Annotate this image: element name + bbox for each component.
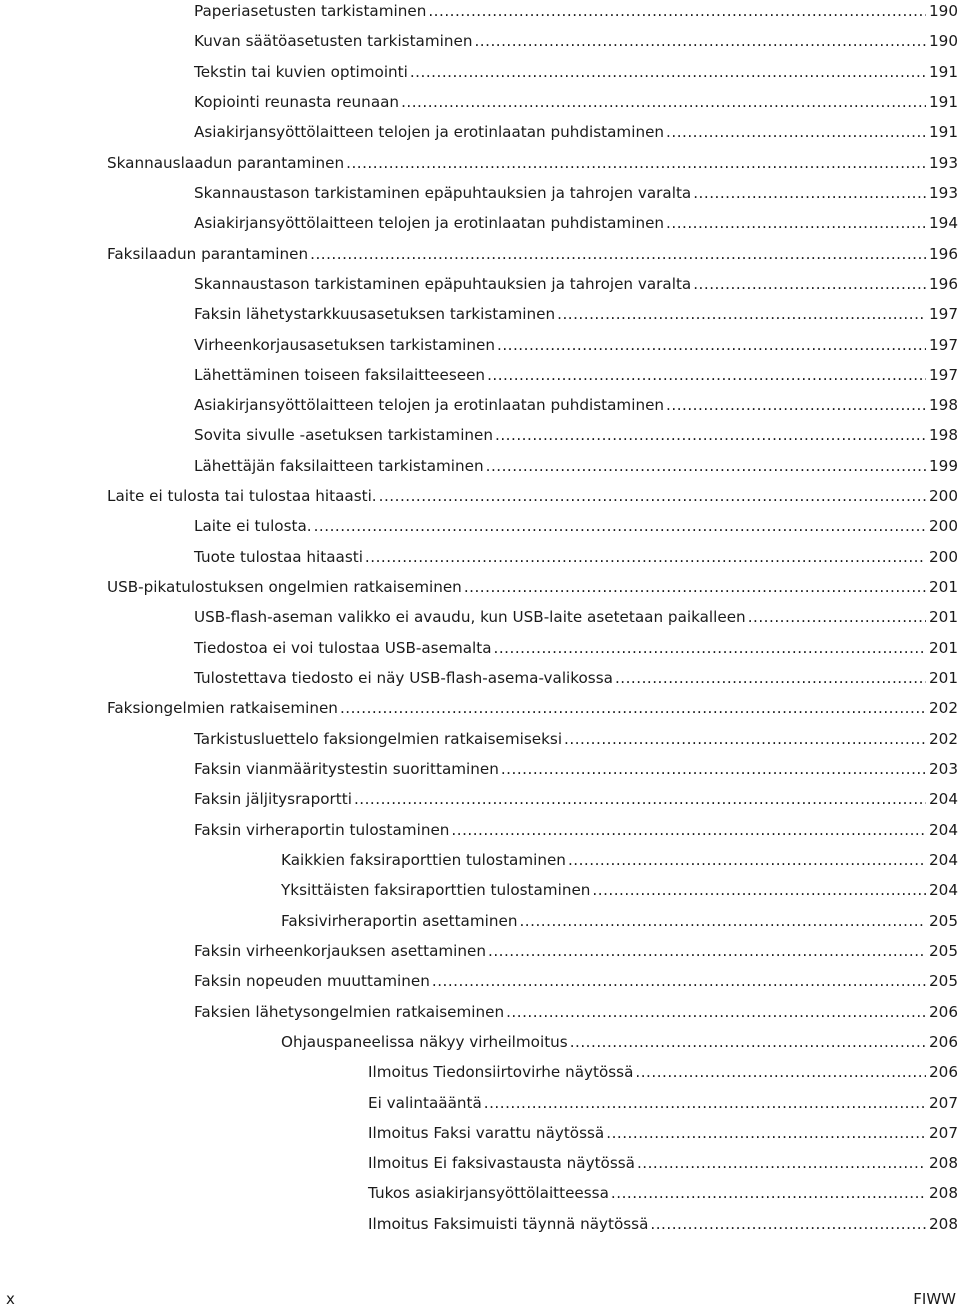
toc-entry-page-number: 204 bbox=[929, 850, 958, 869]
toc-entry[interactable] bbox=[194, 330, 960, 360]
toc-dot-leader bbox=[310, 245, 926, 263]
toc-entry[interactable] bbox=[107, 481, 960, 511]
toc-dot-leader bbox=[484, 1094, 926, 1112]
toc-entry-title: Laite ei tulosta. bbox=[194, 517, 312, 536]
toc-entry[interactable] bbox=[281, 1027, 960, 1057]
toc-entry[interactable] bbox=[281, 875, 960, 905]
toc-entry-page-number: 198 bbox=[929, 396, 958, 415]
toc-entry-title: Yksittäisten faksiraporttien tulostaminen bbox=[281, 881, 591, 900]
toc-entry-page-number: 199 bbox=[929, 456, 958, 475]
toc-entry-title: Tekstin tai kuvien optimointi bbox=[194, 62, 408, 81]
toc-entry-title: Lähettäjän faksilaitteen tarkistaminen bbox=[194, 456, 484, 475]
toc-entry-title: Faksien lähetysongelmien ratkaiseminen bbox=[194, 1002, 505, 1021]
toc-entry[interactable] bbox=[194, 57, 960, 87]
toc-entry[interactable] bbox=[194, 0, 960, 26]
toc-dot-leader bbox=[637, 1154, 926, 1172]
toc-dot-leader bbox=[693, 184, 926, 202]
toc-entry[interactable] bbox=[194, 360, 960, 390]
toc-entry-title: Sovita sivulle -asetuksen tarkistaminen bbox=[194, 426, 494, 445]
toc-dot-leader bbox=[486, 457, 926, 475]
toc-entry-title: Skannaustason tarkistaminen epäpuhtauksien ja tahrojen varalta bbox=[194, 274, 692, 293]
toc-entry-page-number: 206 bbox=[929, 1063, 958, 1082]
toc-entry-page-number: 205 bbox=[929, 972, 958, 991]
toc-dot-leader bbox=[666, 214, 926, 232]
toc-entry-title: USB-flash-aseman valikko ei avaudu, kun USB-laite asetetaan paikalleen bbox=[194, 608, 746, 627]
toc-entry-page-number: 190 bbox=[929, 32, 958, 51]
toc-dot-leader bbox=[474, 32, 926, 50]
toc-entry-page-number: 197 bbox=[929, 305, 958, 324]
toc-dot-leader bbox=[557, 305, 926, 323]
toc-entry-page-number: 202 bbox=[929, 729, 958, 748]
toc-entry-page-number: 191 bbox=[929, 123, 958, 142]
toc-dot-leader bbox=[494, 639, 926, 657]
toc-entry-page-number: 201 bbox=[929, 608, 958, 627]
toc-entry[interactable] bbox=[194, 117, 960, 147]
toc-entry[interactable] bbox=[194, 936, 960, 966]
toc-entry[interactable] bbox=[107, 148, 960, 178]
toc-entry[interactable] bbox=[281, 906, 960, 936]
toc-entry-page-number: 207 bbox=[929, 1123, 958, 1142]
toc-entry-title: Ilmoitus Faksimuisti täynnä näytössä bbox=[368, 1214, 649, 1233]
toc-entry-page-number: 197 bbox=[929, 365, 958, 384]
toc-entry-title: Ohjauspaneelissa näkyy virheilmoitus bbox=[281, 1032, 568, 1051]
toc-dot-leader bbox=[570, 1033, 926, 1051]
toc-entry-page-number: 205 bbox=[929, 941, 958, 960]
toc-entry-title: Asiakirjansyöttölaitteen telojen ja erotinlaatan puhdistaminen bbox=[194, 214, 665, 233]
toc-entry-page-number: 203 bbox=[929, 760, 958, 778]
toc-entry-title: Kaikkien faksiraporttien tulostaminen bbox=[281, 850, 566, 869]
toc-entry[interactable] bbox=[194, 420, 960, 450]
toc-entry[interactable] bbox=[194, 178, 960, 208]
toc-entry[interactable] bbox=[368, 1178, 960, 1208]
toc-entry[interactable] bbox=[194, 87, 960, 117]
toc-dot-leader bbox=[379, 487, 926, 505]
toc-dot-leader bbox=[519, 912, 926, 930]
toc-entry[interactable] bbox=[194, 815, 960, 845]
toc-entry-title: Faksin nopeuden muuttaminen bbox=[194, 972, 430, 991]
toc-entry[interactable] bbox=[368, 1209, 960, 1239]
toc-entry-title: Kuvan säätöasetusten tarkistaminen bbox=[194, 32, 473, 51]
toc-entry-title: Tarkistusluettelo faksiongelmien ratkaisemiseksi bbox=[194, 729, 563, 748]
toc-dot-leader bbox=[650, 1215, 926, 1233]
toc-entry[interactable] bbox=[194, 663, 960, 693]
toc-entry-page-number: 208 bbox=[929, 1154, 958, 1173]
toc-entry-page-number: 196 bbox=[929, 244, 958, 263]
toc-entry[interactable] bbox=[368, 1118, 960, 1148]
toc-entry-title: Tiedostoa ei voi tulostaa USB-asemalta bbox=[194, 638, 492, 657]
toc-entry-title: Ilmoitus Faksi varattu näytössä bbox=[368, 1123, 605, 1142]
toc-dot-leader bbox=[401, 93, 926, 111]
toc-entry-page-number: 206 bbox=[929, 1002, 958, 1021]
toc-dot-leader bbox=[497, 336, 926, 354]
toc-entry-title: Kopiointi reunasta reunaan bbox=[194, 92, 400, 111]
toc-dot-leader bbox=[451, 821, 926, 839]
toc-dot-leader bbox=[592, 881, 926, 899]
toc-entry-page-number: 202 bbox=[929, 699, 958, 718]
toc-entry-page-number: 207 bbox=[929, 1093, 958, 1112]
toc-entry[interactable] bbox=[194, 754, 960, 784]
toc-dot-leader bbox=[501, 760, 926, 778]
toc-entry-title: Skannaustason tarkistaminen epäpuhtauksien ja tahrojen varalta bbox=[194, 183, 692, 202]
toc-dot-leader bbox=[488, 942, 926, 960]
toc-entry[interactable] bbox=[281, 845, 960, 875]
toc-dot-leader bbox=[432, 972, 926, 990]
toc-entry[interactable] bbox=[194, 390, 960, 420]
toc-dot-leader bbox=[365, 548, 926, 566]
toc-entry[interactable] bbox=[368, 1148, 960, 1178]
toc-entry-page-number: 200 bbox=[929, 517, 958, 536]
toc-entry-title: Faksin vianmääritystestin suorittaminen bbox=[194, 760, 499, 778]
toc-entry-page-number: 193 bbox=[929, 183, 958, 202]
toc-entry-title: Faksivirheraportin asettaminen bbox=[281, 911, 518, 930]
toc-entry[interactable] bbox=[107, 693, 960, 723]
toc-entry[interactable] bbox=[194, 633, 960, 663]
footer-page-number: x bbox=[6, 1290, 15, 1308]
toc-entry-page-number: 204 bbox=[929, 790, 958, 809]
toc-entry[interactable] bbox=[194, 451, 960, 481]
toc-entry[interactable] bbox=[194, 511, 960, 541]
toc-entry[interactable] bbox=[194, 269, 960, 299]
toc-entry-page-number: 205 bbox=[929, 911, 958, 930]
toc-dot-leader bbox=[506, 1003, 926, 1021]
toc-entry-title: USB-pikatulostuksen ongelmien ratkaiseminen bbox=[107, 578, 462, 597]
toc-dot-leader bbox=[748, 608, 926, 626]
toc-entry[interactable] bbox=[194, 784, 960, 814]
toc-entry[interactable] bbox=[194, 966, 960, 996]
toc-entry-page-number: 190 bbox=[929, 2, 958, 20]
toc-entry[interactable] bbox=[368, 1057, 960, 1087]
toc-entry-page-number: 200 bbox=[929, 487, 958, 506]
toc-entry-title: Tukos asiakirjansyöttölaitteessa bbox=[368, 1184, 609, 1203]
toc-dot-leader bbox=[666, 123, 926, 141]
toc-dot-leader bbox=[487, 366, 926, 384]
toc-entry-title: Asiakirjansyöttölaitteen telojen ja erotinlaatan puhdistaminen bbox=[194, 123, 665, 142]
toc-dot-leader bbox=[635, 1063, 926, 1081]
footer-doc-code: FIWW bbox=[913, 1290, 956, 1308]
toc-entry-title: Laite ei tulosta tai tulostaa hitaasti. bbox=[107, 487, 377, 506]
toc-dot-leader bbox=[495, 426, 926, 444]
toc-dot-leader bbox=[410, 63, 926, 81]
toc-entry-page-number: 193 bbox=[929, 153, 958, 172]
toc-entry[interactable] bbox=[194, 724, 960, 754]
toc-entry-page-number: 194 bbox=[929, 214, 958, 233]
toc-entry[interactable] bbox=[194, 208, 960, 238]
toc-entry[interactable] bbox=[194, 542, 960, 572]
toc-dot-leader bbox=[564, 730, 926, 748]
toc-entry-title: Faksiongelmien ratkaiseminen bbox=[107, 699, 338, 718]
toc-entry-title: Faksin virheenkorjauksen asettaminen bbox=[194, 941, 486, 960]
toc-entry[interactable] bbox=[194, 299, 960, 329]
toc-entry-title: Faksin jäljitysraportti bbox=[194, 790, 352, 809]
toc-entry-page-number: 204 bbox=[929, 820, 958, 839]
toc-dot-leader bbox=[666, 396, 926, 414]
toc-entry-title: Ilmoitus Tiedonsiirtovirhe näytössä bbox=[368, 1063, 634, 1082]
toc-entry-title: Skannauslaadun parantaminen bbox=[107, 153, 345, 172]
toc-entry[interactable] bbox=[194, 602, 960, 632]
toc-entry-title: Faksilaadun parantaminen bbox=[107, 244, 309, 263]
toc-entry[interactable] bbox=[194, 26, 960, 56]
toc-entry-title: Faksin lähetystarkkuusasetuksen tarkistaminen bbox=[194, 305, 556, 324]
toc-entry-page-number: 201 bbox=[929, 669, 958, 688]
toc-entry[interactable] bbox=[368, 1088, 960, 1118]
toc-entry-page-number: 201 bbox=[929, 578, 958, 597]
toc-dot-leader bbox=[464, 578, 926, 596]
toc-entry-page-number: 197 bbox=[929, 335, 958, 354]
toc-entry[interactable] bbox=[107, 239, 960, 269]
toc-entry[interactable] bbox=[107, 572, 960, 602]
toc-entry-page-number: 191 bbox=[929, 92, 958, 111]
toc-dot-leader bbox=[346, 154, 926, 172]
toc-entry-title: Ilmoitus Ei faksivastausta näytössä bbox=[368, 1154, 635, 1173]
toc-dot-leader bbox=[606, 1124, 926, 1142]
toc-entry-page-number: 196 bbox=[929, 274, 958, 293]
toc-dot-leader bbox=[611, 1184, 926, 1202]
toc-dot-leader bbox=[340, 699, 926, 717]
toc-entry-page-number: 206 bbox=[929, 1032, 958, 1051]
toc-entry-title: Faksin virheraportin tulostaminen bbox=[194, 820, 450, 839]
toc-entry-title: Tulostettava tiedosto ei näy USB-flash-asema-valikossa bbox=[194, 669, 613, 688]
toc-entry-page-number: 208 bbox=[929, 1214, 958, 1233]
toc-dot-leader bbox=[615, 669, 926, 687]
toc-dot-leader bbox=[314, 517, 926, 535]
toc-dot-leader bbox=[693, 275, 926, 293]
toc-entry-title: Lähettäminen toiseen faksilaitteeseen bbox=[194, 365, 486, 384]
toc-dot-leader bbox=[354, 790, 926, 808]
toc-dot-leader bbox=[428, 2, 926, 20]
toc-entry-page-number: 208 bbox=[929, 1184, 958, 1203]
toc-entry-page-number: 201 bbox=[929, 638, 958, 657]
toc-entry-page-number: 191 bbox=[929, 62, 958, 81]
toc-entry-title: Virheenkorjausasetuksen tarkistaminen bbox=[194, 335, 495, 354]
toc-entry-title: Tuote tulostaa hitaasti bbox=[194, 547, 363, 566]
toc-entry-title: Ei valintaääntä bbox=[368, 1093, 482, 1112]
toc-entry-page-number: 200 bbox=[929, 547, 958, 566]
toc-entry-page-number: 198 bbox=[929, 426, 958, 445]
toc-dot-leader bbox=[568, 851, 926, 869]
toc-entry-title: Asiakirjansyöttölaitteen telojen ja erotinlaatan puhdistaminen bbox=[194, 396, 665, 415]
toc-entry[interactable] bbox=[194, 997, 960, 1027]
toc-entry-title: Paperiasetusten tarkistaminen bbox=[194, 2, 427, 20]
toc-entry-page-number: 204 bbox=[929, 881, 958, 900]
